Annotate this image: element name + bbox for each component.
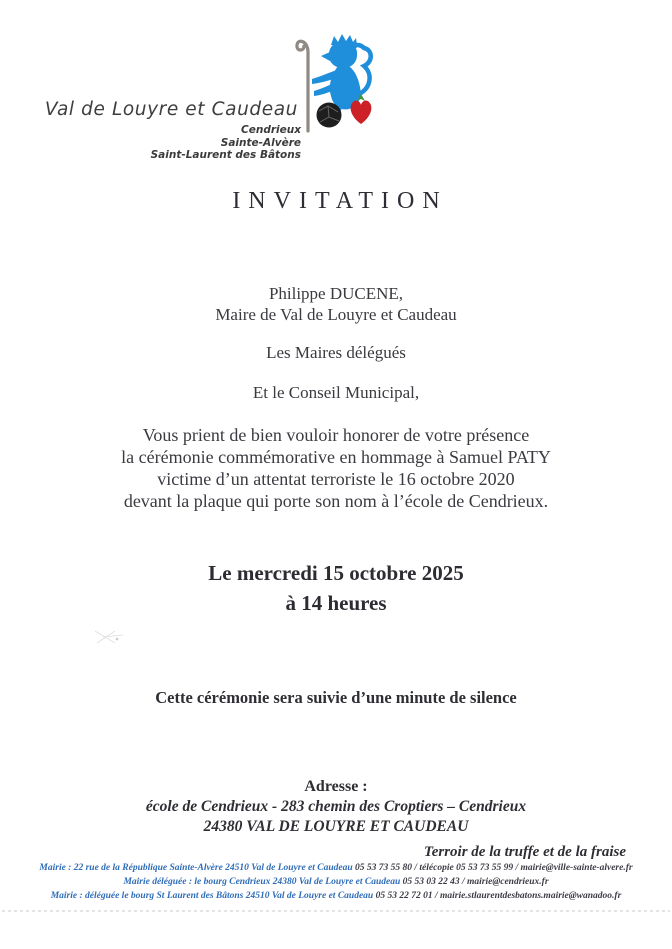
commune-name: Val de Louyre et Caudeau (44, 99, 298, 120)
municipal-council: Et le Conseil Municipal, (252, 383, 420, 402)
invitation-line: Vous prient de bien vouloir honorer de votre présence (142, 425, 530, 445)
hosts-block (0, 283, 672, 403)
truffle-icon (317, 103, 342, 128)
lion-icon (312, 34, 371, 113)
footer-line-cendrieux (0, 875, 672, 889)
footer-location: Mairie : 22 rue de la République Sainte-Alvère 24510 Val de Louyre et Caudeau (39, 863, 356, 873)
footer-contacts (0, 861, 672, 904)
town-sainte-alvere: Sainte-Alvère (220, 136, 301, 149)
crosier-icon (297, 41, 308, 131)
footer-location: Mairie déléguée : le bourg Cendrieux 24380 Val de Louyre et Caudeau (123, 877, 403, 888)
footer-contact: 05 53 73 55 80 / télécopie 05 53 73 55 99 / mairie@ville-sainte-alvere.fr (355, 863, 633, 873)
event-datetime (0, 558, 672, 618)
town-saint-laurent: Saint-Laurent des Bâtons (150, 149, 301, 161)
silence-notice: Cette cérémonie sera suivie d’une minute de silence (155, 688, 517, 707)
event-date: Le mercredi 15 octobre 2025 (208, 561, 464, 585)
scan-artifact (93, 627, 129, 649)
footer-line-st-laurent (0, 889, 672, 903)
document-title: INVITATION (232, 188, 448, 214)
footer-line-mairie (0, 861, 672, 875)
town-cendrieux: Cendrieux (241, 124, 301, 136)
mayor-name: Philippe DUCENE, (268, 284, 404, 303)
invitation-line: victime d’un attentat terroriste le 16 octobre 2020 (157, 469, 515, 489)
invitation-line: la cérémonie commémorative en hommage à Samuel PATY (121, 447, 551, 467)
deputy-mayors: Les Maires délégués (266, 343, 406, 362)
address-line-1: école de Cendrieux - 283 chemin des Croptiers – Cendrieux (145, 798, 527, 815)
address-line-2: 24380 VAL DE LOUYRE ET CAUDEAU (203, 818, 469, 835)
footer-location: Mairie : déléguée le bourg St Laurent des Bâtons 24510 Val de Louyre et Caudeau (50, 891, 376, 902)
commune-motto: Terroir de la truffe et de la fraise (423, 844, 626, 860)
scan-noise-line (2, 910, 670, 912)
commune-town-list (151, 124, 301, 162)
address-label: Adresse : (304, 778, 368, 795)
invitation-line: devant la plaque qui porte son nom à l’école de Cendrieux. (123, 491, 549, 511)
mayor-title: Maire de Val de Louyre et Caudeau (215, 305, 457, 324)
invitation-paragraph (0, 424, 672, 512)
commune-logo (293, 32, 381, 134)
address-block (0, 777, 672, 837)
footer-contact: 05 53 22 72 01 / mairie.stlaurentdesbatons.mairie@wanadoo.fr (375, 891, 622, 902)
event-time: à 14 heures (285, 591, 387, 615)
footer-contact: 05 53 03 22 43 / mairie@cendrieux.fr (402, 877, 549, 888)
